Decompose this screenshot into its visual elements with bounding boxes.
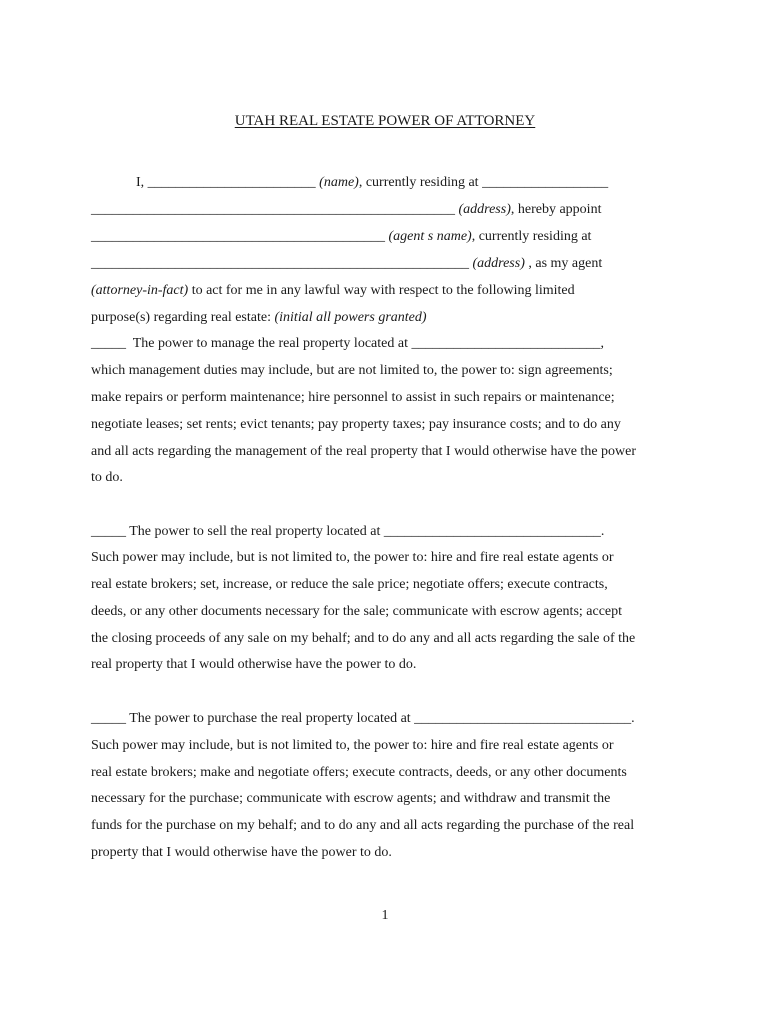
- intro-text: , currently residing at: [471, 229, 592, 244]
- intro-italic: (address): [472, 256, 525, 271]
- intro-text: , as my agent: [524, 256, 603, 271]
- intro-italic: (attorney-in-fact): [91, 283, 189, 298]
- manage-line-2: which management duties may include, but are not limited to, the power to: sign agreements;: [91, 363, 613, 378]
- manage-line-1: _____ The power to manage the real property located at ___________________________,: [91, 336, 604, 351]
- manage-line-4: negotiate leases; set rents; evict tenants; pay property taxes; pay insurance costs; and to do any: [91, 417, 621, 432]
- intro-text: ______________________________________________________: [91, 256, 473, 271]
- sell-line-1: _____ The power to sell the real property located at _______________________________.: [91, 524, 605, 539]
- sell-line-4: deeds, or any other documents necessary for the sale; communicate with escrow agents; accept: [91, 604, 623, 619]
- intro-line-4: [91, 255, 602, 273]
- intro-italic: (agent s name): [388, 229, 472, 244]
- manage-line-5: and all acts regarding the management of the real property that I would otherwise have the power: [91, 444, 637, 459]
- purchase-line-1: _____ The power to purchase the real property located at _______________________________.: [91, 711, 635, 726]
- intro-text: ____________________________________________________: [91, 202, 459, 217]
- sell-line-6: real property that I would otherwise have the power to do.: [91, 657, 417, 672]
- intro-italic: (address): [458, 202, 511, 217]
- intro-italic: (initial all powers granted): [274, 310, 427, 325]
- intro-line-3: [91, 228, 591, 246]
- sell-line-3: real estate brokers; set, increase, or reduce the sale price; negotiate offers; execute contracts,: [91, 577, 608, 592]
- intro-text: to act for me in any lawful way with respect to the following limited: [188, 283, 575, 298]
- intro-text: I, ________________________: [136, 175, 320, 190]
- intro-text: __________________________________________: [91, 229, 389, 244]
- sell-line-2: Such power may include, but is not limited to, the power to: hire and fire real estate agents or: [91, 550, 614, 565]
- intro-line-2: [91, 201, 601, 219]
- intro-text: , hereby appoint: [510, 202, 602, 217]
- sell-line-5: the closing proceeds of any sale on my behalf; and to do any and all acts regarding the sale of the: [91, 631, 636, 646]
- page-number: 1: [381, 908, 389, 923]
- purchase-line-5: funds for the purchase on my behalf; and to do any and all acts regarding the purchase of the real: [91, 818, 635, 833]
- purchase-line-4: necessary for the purchase; communicate with escrow agents; and withdraw and transmit the: [91, 791, 611, 806]
- manage-line-3: make repairs or perform maintenance; hire personnel to assist in such repairs or maintenance;: [91, 390, 615, 405]
- intro-text: , currently residing at __________________: [358, 175, 609, 190]
- purchase-line-3: real estate brokers; make and negotiate offers; execute contracts, deeds, or any other documents: [91, 765, 627, 780]
- intro-text: purpose(s) regarding real estate:: [91, 310, 275, 325]
- intro-line-6: [91, 309, 427, 327]
- intro-italic: (name): [319, 175, 359, 190]
- manage-line-6: to do.: [91, 470, 123, 485]
- purchase-line-2: Such power may include, but is not limited to, the power to: hire and fire real estate agents or: [91, 738, 614, 753]
- purchase-line-6: property that I would otherwise have the power to do.: [91, 845, 392, 860]
- document-title: UTAH REAL ESTATE POWER OF ATTORNEY: [234, 113, 536, 129]
- intro-line-5: [91, 282, 575, 300]
- intro-line-1: [136, 174, 608, 192]
